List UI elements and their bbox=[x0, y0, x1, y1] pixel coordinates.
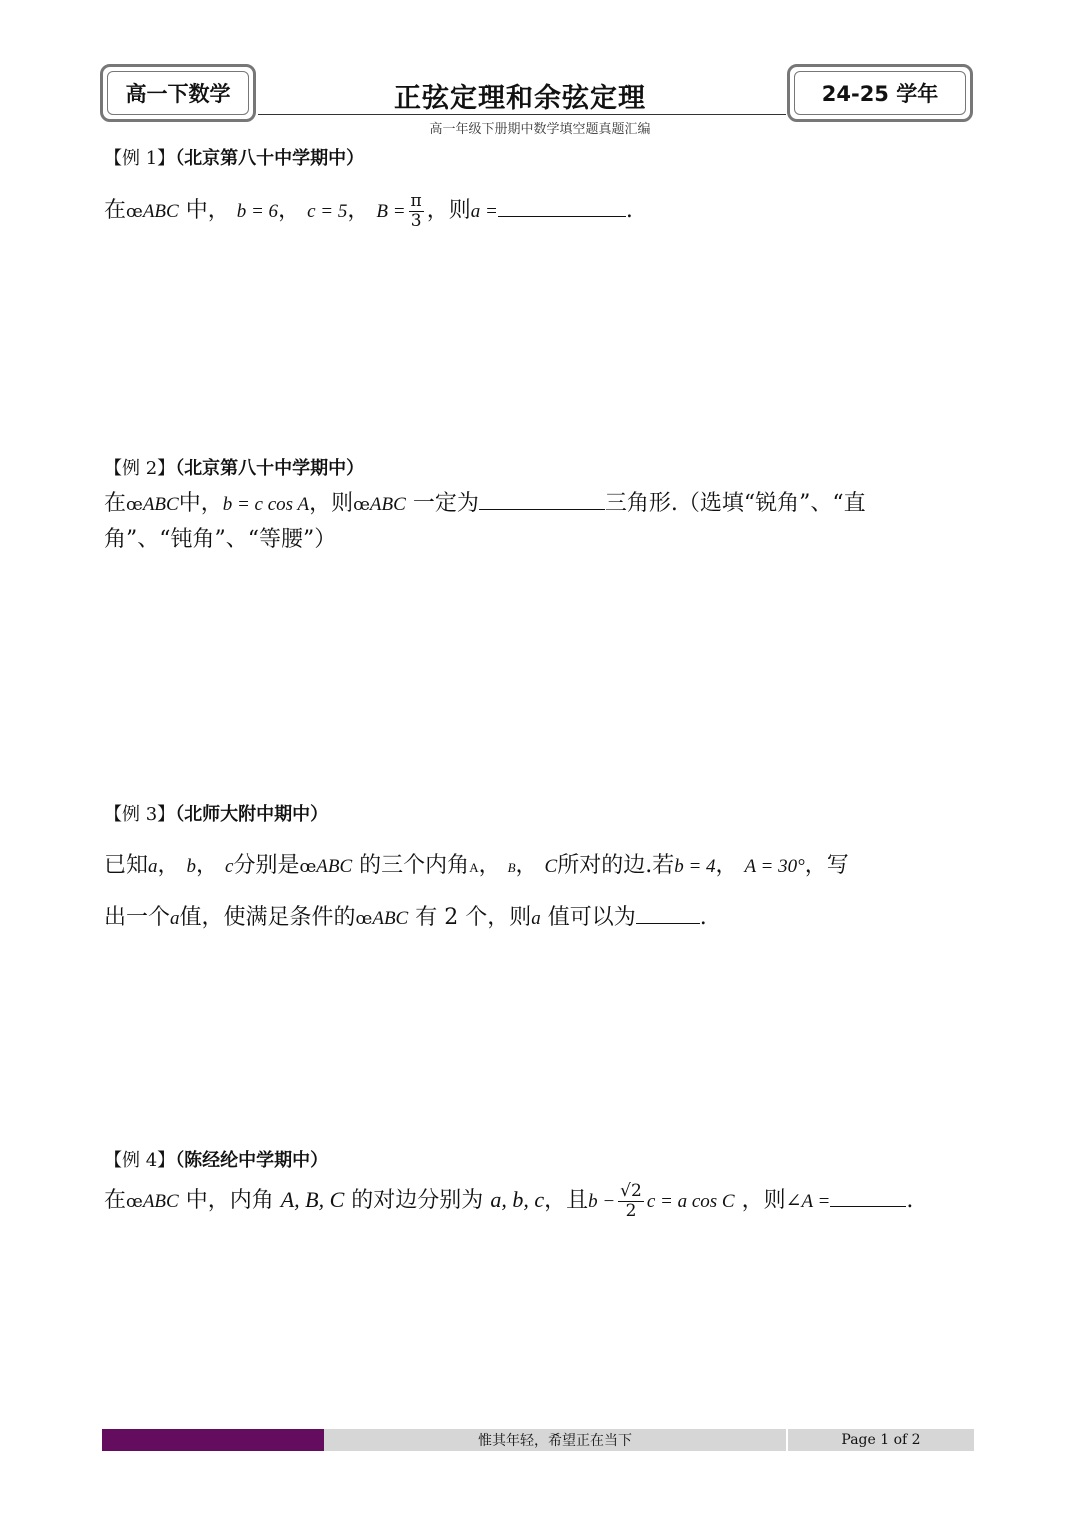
answer-blank[interactable] bbox=[830, 1190, 906, 1207]
text: 的对边分别为 bbox=[351, 1188, 484, 1214]
triangle-icon: œ bbox=[126, 1192, 143, 1213]
math: ABC bbox=[316, 856, 353, 877]
text: 中，内角 bbox=[185, 1188, 274, 1214]
fraction-denominator: 3 bbox=[410, 210, 422, 231]
example-2-text-line2 bbox=[104, 522, 336, 553]
answer-blank[interactable] bbox=[479, 493, 605, 510]
example-3-text-line2 bbox=[104, 900, 707, 931]
page-subtitle: 高一年级下册期中数学填空题真题汇编 bbox=[429, 122, 651, 137]
answer-blank[interactable] bbox=[498, 200, 626, 217]
grade-badge bbox=[100, 64, 256, 122]
math: b − bbox=[588, 1191, 616, 1213]
example-4-source: （陈经纶中学期中） bbox=[175, 1150, 329, 1171]
text: 在 bbox=[104, 491, 127, 516]
page-title: 正弦定理和余弦定理 bbox=[394, 83, 646, 114]
text: 所对的边.若 bbox=[557, 853, 675, 878]
text: ，则 bbox=[426, 198, 471, 224]
text: . bbox=[699, 905, 707, 930]
math: a bbox=[148, 856, 158, 877]
math: b = 6 bbox=[236, 201, 279, 223]
triangle-icon: œ bbox=[355, 909, 373, 929]
text: 已知 bbox=[104, 853, 149, 878]
math: A bbox=[469, 860, 479, 875]
math: A = 30° bbox=[744, 856, 805, 877]
footer-motto: 惟其年轻，希望正在当下 bbox=[478, 1433, 632, 1449]
math: a, b, c bbox=[490, 1187, 545, 1213]
math: A, B, C bbox=[280, 1187, 345, 1213]
example-3-text-line1: 已知a， b， c分别是œABC 的三个内角A， B， C所对的边.若b = 4， A = 30°，写 bbox=[104, 853, 849, 878]
math: ABC bbox=[142, 201, 179, 223]
text: ，且 bbox=[544, 1188, 589, 1214]
fraction bbox=[618, 1182, 644, 1220]
math: C bbox=[544, 856, 558, 877]
text: 中， bbox=[185, 198, 230, 224]
text: 的三个内角 bbox=[359, 853, 470, 878]
footer-accent-bar bbox=[102, 1429, 324, 1451]
text: ，写 bbox=[804, 853, 849, 878]
text: . bbox=[906, 1188, 914, 1214]
example-1-text bbox=[104, 192, 633, 230]
math: b = c cos A bbox=[222, 494, 310, 515]
math: a bbox=[170, 908, 180, 929]
text: 在 bbox=[104, 198, 127, 224]
math: a bbox=[531, 908, 541, 929]
example-1-source: （北京第八十中学期中） bbox=[175, 148, 365, 169]
text: ，则 bbox=[741, 1188, 786, 1214]
text: ， bbox=[278, 198, 301, 224]
math: b bbox=[186, 856, 197, 877]
text: 角”、“钝角”、“等腰”） bbox=[104, 527, 337, 552]
grade-badge-label: 高一下数学 bbox=[107, 71, 249, 115]
math: ABC bbox=[369, 494, 406, 515]
fraction-numerator: π bbox=[410, 191, 422, 211]
text: 中， bbox=[178, 491, 223, 516]
text: 有 2 个，则 bbox=[415, 905, 532, 930]
text: 在 bbox=[104, 1188, 127, 1214]
text: 三角形.（选填“锐角”、“直 bbox=[604, 491, 866, 516]
triangle-icon: œ bbox=[126, 495, 143, 515]
math: c = a cos C bbox=[646, 1191, 735, 1213]
fraction bbox=[409, 192, 424, 230]
math: ABC bbox=[142, 494, 179, 515]
math: b = 4 bbox=[674, 856, 716, 877]
text: ， bbox=[347, 198, 370, 224]
text: 值，使满足条件的 bbox=[179, 905, 356, 930]
text: . bbox=[625, 198, 633, 224]
example-4-heading bbox=[104, 1146, 328, 1172]
text: 值可以为 bbox=[547, 905, 636, 930]
math: B bbox=[507, 860, 516, 875]
example-2-heading bbox=[104, 454, 364, 480]
example-2-source: （北京第八十中学期中） bbox=[175, 458, 365, 479]
math: ABC bbox=[142, 1191, 179, 1213]
footer-page-bar bbox=[788, 1429, 974, 1451]
example-4-text bbox=[104, 1182, 913, 1220]
example-3-source: （北师大附中期中） bbox=[175, 804, 329, 825]
example-2-label: 【例 2】 bbox=[104, 458, 176, 479]
text: ，则 bbox=[309, 491, 354, 516]
footer-motto-bar bbox=[324, 1429, 786, 1451]
math: ∠A = bbox=[785, 1191, 831, 1213]
year-badge bbox=[787, 64, 973, 122]
example-2-text-line1 bbox=[104, 486, 866, 517]
triangle-icon: œ bbox=[126, 202, 143, 223]
title-rule bbox=[258, 114, 786, 115]
math: a = bbox=[470, 201, 498, 223]
math: c = 5 bbox=[307, 201, 348, 223]
math: c bbox=[225, 856, 234, 877]
example-1-heading bbox=[104, 144, 364, 170]
text: 出一个 bbox=[104, 905, 171, 930]
math: B = bbox=[376, 201, 406, 223]
year-badge-label: 24-25 学年 bbox=[794, 71, 966, 115]
triangle-icon: œ bbox=[299, 857, 317, 877]
answer-blank[interactable] bbox=[636, 907, 700, 924]
example-3-label: 【例 3】 bbox=[104, 804, 176, 825]
text: 一定为 bbox=[412, 491, 479, 516]
triangle-icon: œ bbox=[353, 495, 370, 515]
text: 分别是 bbox=[233, 853, 300, 878]
fraction-denominator: 2 bbox=[625, 1200, 637, 1221]
fraction-numerator: √2 bbox=[620, 1181, 642, 1201]
example-4-label: 【例 4】 bbox=[104, 1150, 176, 1171]
example-3-heading bbox=[104, 800, 328, 826]
page-number: Page 1 of 2 bbox=[841, 1432, 921, 1448]
math: ABC bbox=[372, 908, 409, 929]
example-1-label: 【例 1】 bbox=[104, 148, 176, 169]
